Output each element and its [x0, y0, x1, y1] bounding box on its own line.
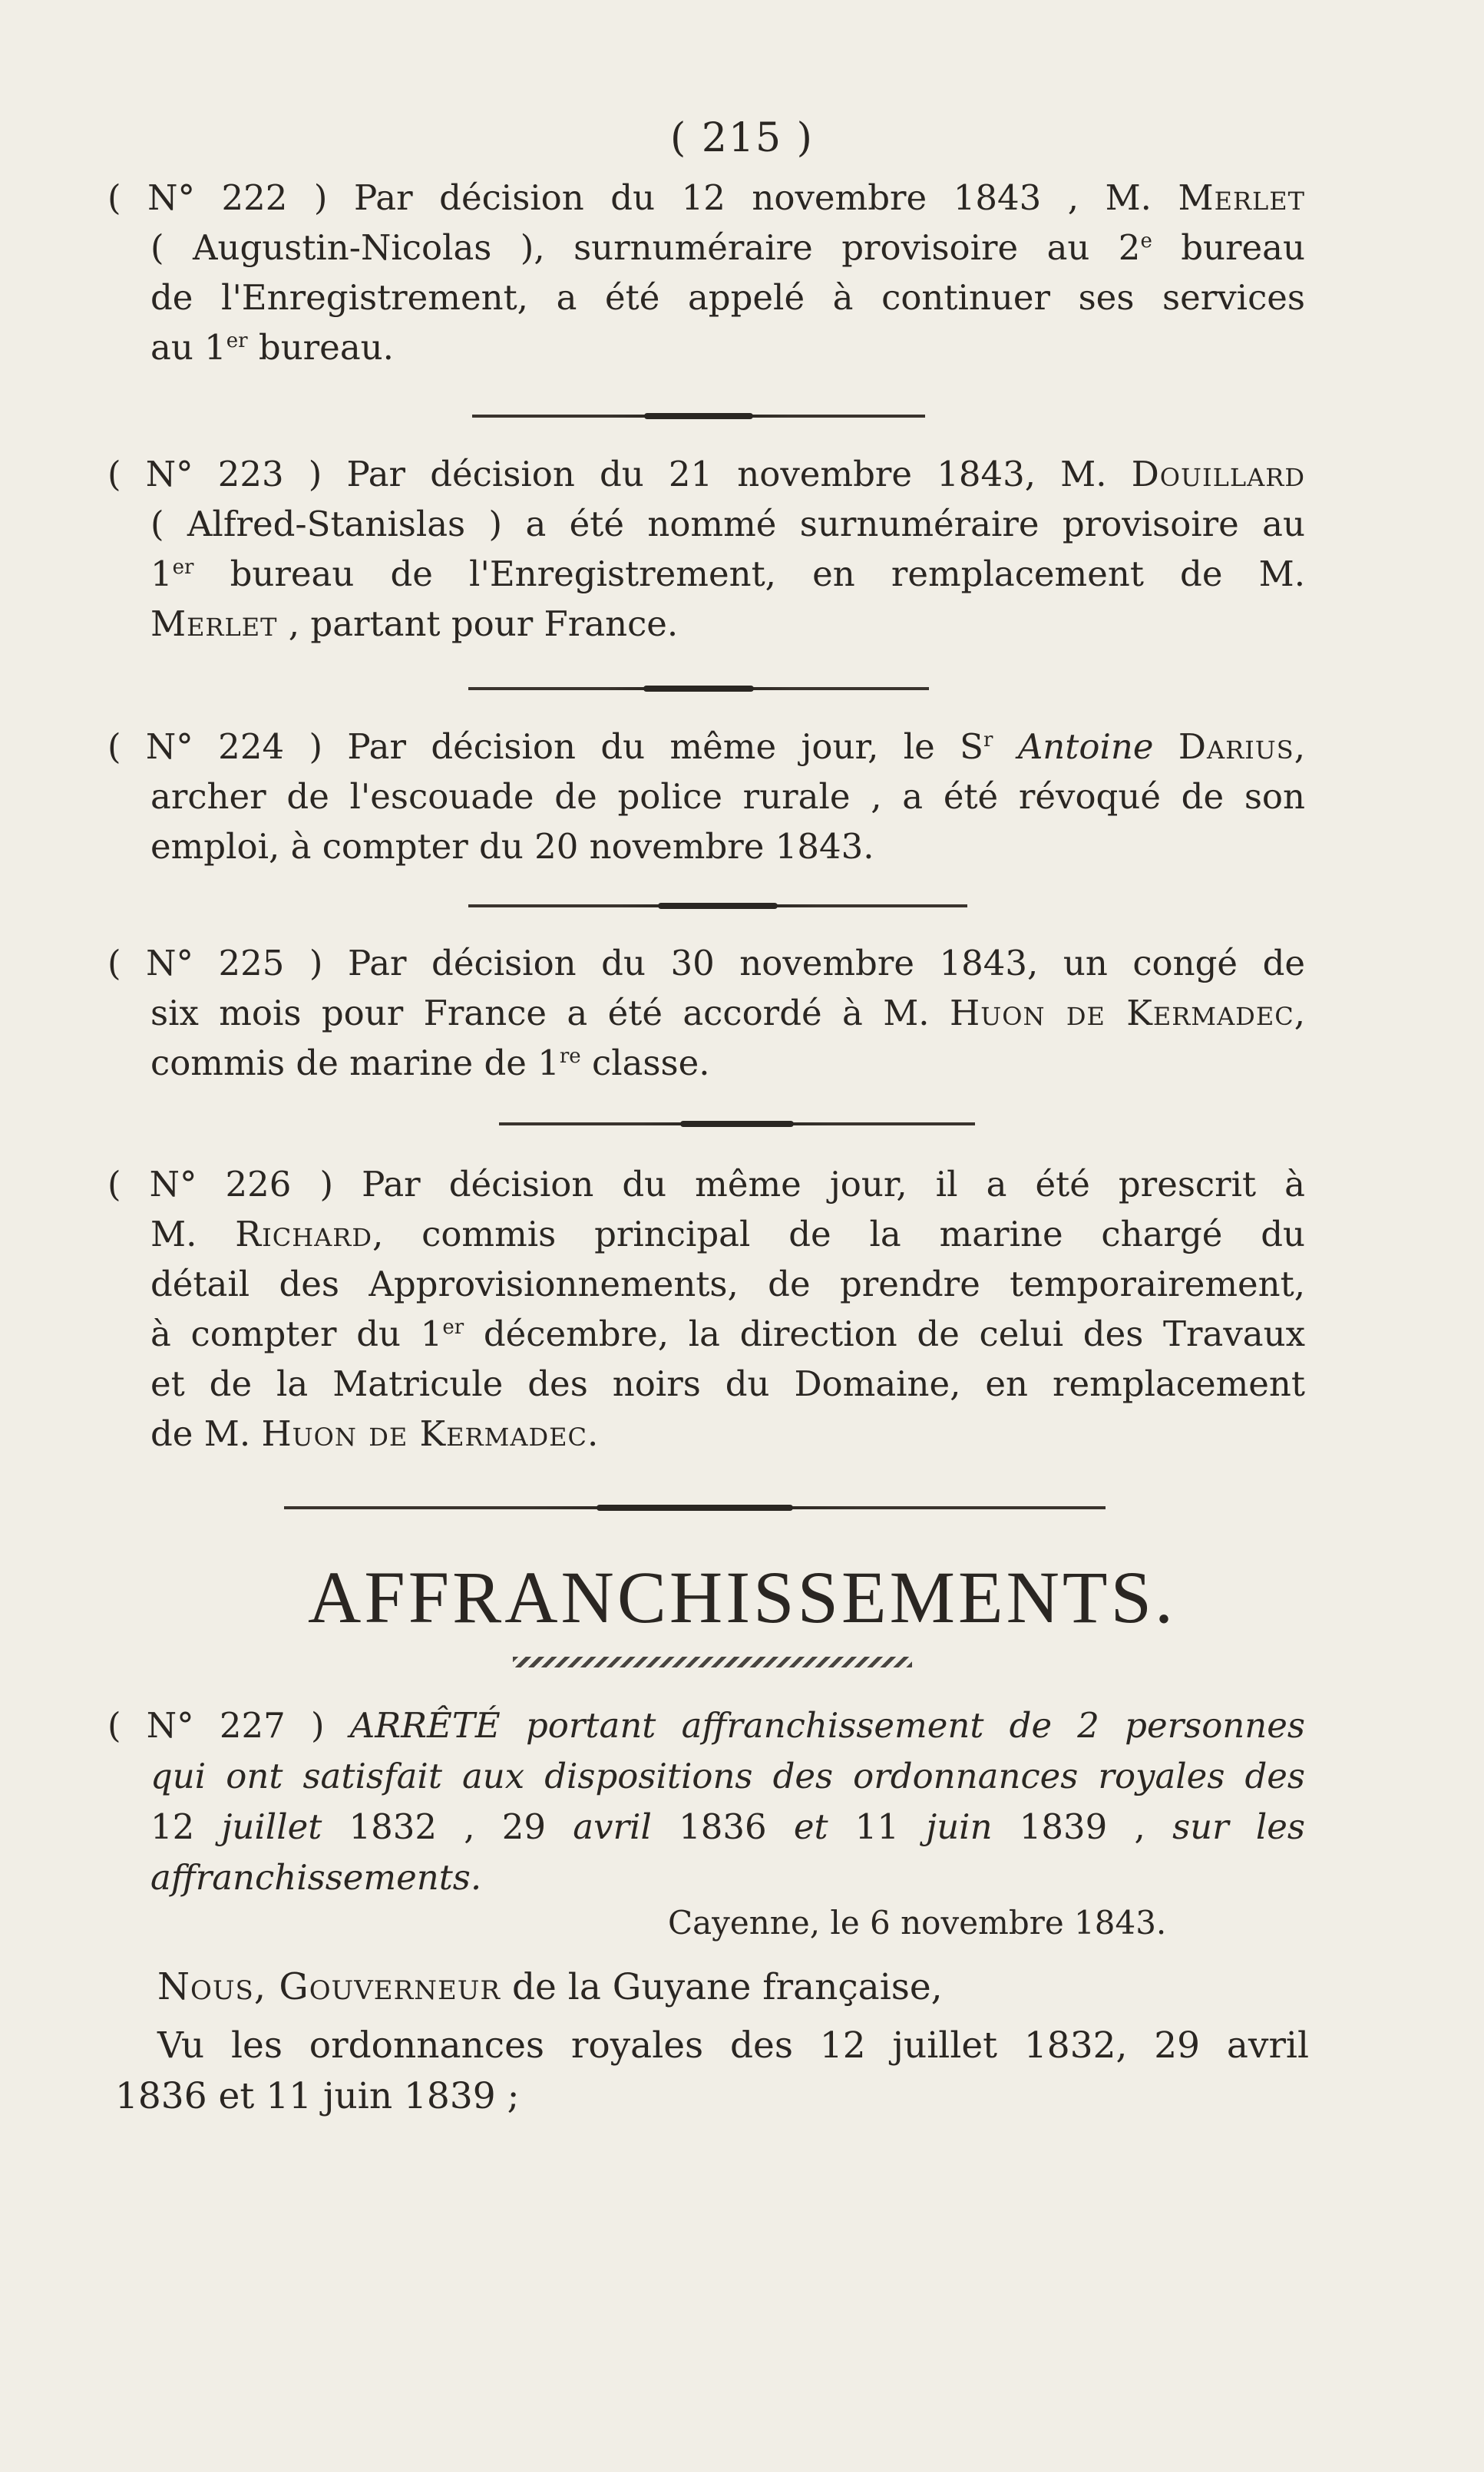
separator-rule [472, 415, 925, 418]
arrete-line: affranchissements. [150, 1857, 482, 1898]
entry-line: 1er bureau de l'Enregistrement, en remplacement de M. [150, 554, 1305, 594]
place-date: Cayenne, le 6 novembre 1843. [668, 1904, 1167, 1942]
nous-line: Nous, Gouverneur de la Guyane française, [157, 1965, 943, 2008]
entry-line: de M. Huon de Kermadec. [150, 1413, 599, 1454]
arrete-227 [107, 1700, 1305, 1903]
entry-line: de l'Enregistrement, a été appelé à continuer ses services [150, 277, 1305, 318]
entry-226 [107, 1159, 1305, 1459]
entry-line: commis de marine de 1re classe. [150, 1043, 710, 1083]
entry-line: ( N° 225 ) Par décision du 30 novembre 1843, un congé de [107, 943, 1305, 983]
entry-line: M. Richard, commis principal de la marine chargé du [150, 1214, 1305, 1254]
entry-line: au 1er bureau. [150, 327, 394, 368]
entry-line: emploi, à compter du 20 novembre 1843. [150, 826, 874, 867]
entry-line: ( N° 223 ) Par décision du 21 novembre 1843, M. Douillard [107, 454, 1305, 494]
entry-line: archer de l'escouade de police rurale , a été révoqué de son [150, 776, 1305, 817]
arrete-line: 12 juillet 1832 , 29 avril 1836 et 11 juin 1839 , sur les [150, 1806, 1305, 1847]
entry-line: ( N° 226 ) Par décision du même jour, il a été prescrit à [107, 1164, 1305, 1205]
entry-223 [107, 449, 1305, 649]
page-number: ( 215 ) [670, 115, 814, 161]
entry-line: détail des Approvisionnements, de prendre temporairement, [150, 1264, 1305, 1304]
entry-225 [107, 938, 1305, 1088]
entry-line: à compter du 1er décembre, la direction de celui des Travaux [150, 1314, 1305, 1354]
vu-line: Vu les ordonnances royales des 12 juillet 1832, 29 avril [157, 2024, 1309, 2067]
separator-rule [468, 687, 929, 690]
entry-line: ( N° 224 ) Par décision du même jour, le $S^r$ Antoine Darius, [107, 726, 1306, 767]
entry-224 [107, 722, 1305, 871]
entry-line: ( N° 222 ) Par décision du 12 novembre 1843 , M. Merlet [107, 177, 1305, 218]
entry-line: Merlet , partant pour France. [150, 603, 679, 644]
section-title: AFFRANCHISSEMENTS. [308, 1556, 1176, 1638]
entry-line: six mois pour France a été accordé à M. Huon de Kermadec, [150, 993, 1305, 1033]
entry-line: ( Alfred-Stanislas ) a été nommé surnuméraire provisoire au [150, 504, 1305, 544]
separator-rule [499, 1122, 975, 1125]
arrete-line: qui ont satisfait aux dispositions des ordonnances royales des [150, 1756, 1305, 1796]
section-separator-rule [284, 1506, 1106, 1509]
wavy-ornament [513, 1657, 912, 1667]
vu-line: 1836 et 11 juin 1839 ; [115, 2075, 520, 2117]
arrete-line: ( N° 227 ) ARRÊTÉ portant affranchissement de 2 personnes [107, 1705, 1305, 1746]
separator-rule [468, 904, 967, 907]
entry-line: ( Augustin-Nicolas ), surnuméraire provisoire au 2e bureau [150, 227, 1305, 268]
entry-222 [107, 173, 1305, 372]
entry-line: et de la Matricule des noirs du Domaine, en remplacement [150, 1363, 1305, 1404]
